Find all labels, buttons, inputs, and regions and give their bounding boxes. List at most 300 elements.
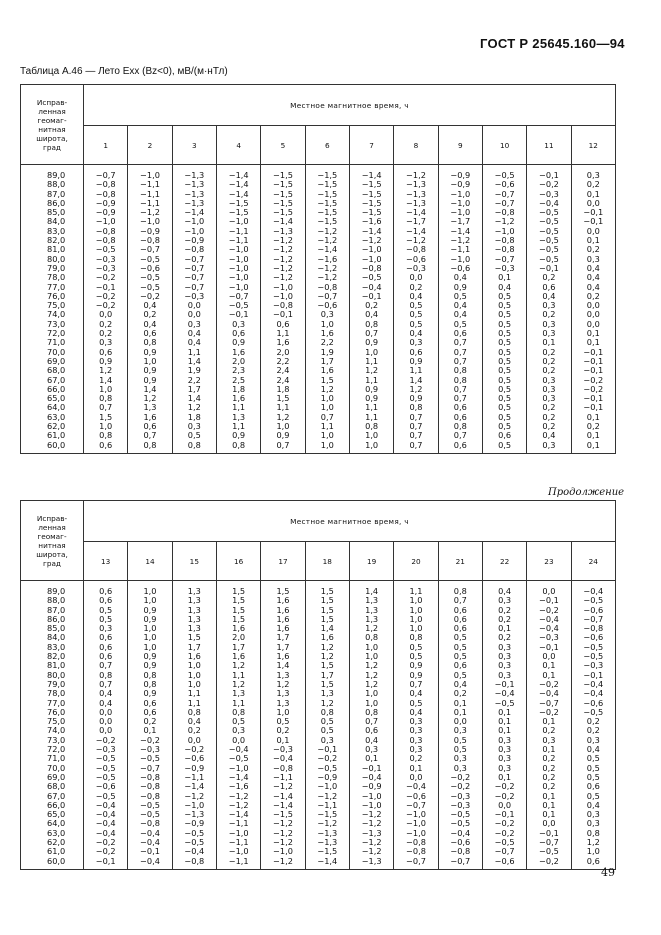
value-cell: 1,1 [349, 376, 393, 385]
value-cell: −0,3 [482, 264, 526, 273]
value-cell: −1,4 [261, 792, 305, 801]
value-cell: −1,5 [261, 165, 305, 181]
value-cell: −0,7 [216, 292, 260, 301]
value-cell: −0,5 [172, 829, 216, 838]
value-cell: 0,2 [261, 726, 305, 735]
value-cell: 0,6 [482, 431, 526, 440]
value-cell: 0,1 [527, 717, 571, 726]
value-cell: 1,0 [571, 847, 615, 856]
value-cell: −0,4 [128, 838, 172, 847]
latitude-cell: 87,0 [21, 606, 84, 615]
value-cell: −1,5 [349, 199, 393, 208]
latitude-cell: 60,0 [21, 441, 84, 454]
value-cell: −1,4 [216, 180, 260, 189]
value-cell: 1,3 [172, 596, 216, 605]
value-cell: −1,4 [216, 810, 260, 819]
value-cell: 1,3 [261, 671, 305, 680]
value-cell: 2,0 [216, 357, 260, 366]
page-number: 49 [601, 866, 615, 879]
value-cell: 1,2 [128, 394, 172, 403]
value-cell: −0,8 [172, 857, 216, 870]
hour-header: 2 [128, 126, 172, 165]
value-cell: 0,6 [438, 413, 482, 422]
value-cell: −1,0 [261, 283, 305, 292]
value-cell: 1,8 [261, 385, 305, 394]
value-cell: 0,2 [438, 689, 482, 698]
value-cell: −0,1 [305, 745, 349, 754]
value-cell: −0,7 [571, 615, 615, 624]
value-cell: 0,5 [571, 773, 615, 782]
latitude-cell: 74,0 [21, 726, 84, 735]
value-cell: −1,4 [172, 208, 216, 217]
value-cell: 0,1 [571, 329, 615, 338]
value-cell: 1,5 [216, 596, 260, 605]
value-cell: −1,0 [172, 801, 216, 810]
value-cell: −0,6 [571, 606, 615, 615]
value-cell: 1,6 [261, 615, 305, 624]
value-cell: 0,5 [261, 717, 305, 726]
value-cell: 0,1 [527, 338, 571, 347]
value-cell: −0,7 [305, 292, 349, 301]
value-cell: −0,2 [571, 385, 615, 394]
value-cell: −1,0 [216, 283, 260, 292]
latitude-column-header: Исправ- ленная геомаг- нитная широта, град [21, 501, 84, 581]
value-cell: 1,1 [172, 699, 216, 708]
value-cell: −0,2 [84, 847, 128, 856]
value-cell: −0,8 [172, 245, 216, 254]
value-cell: 0,7 [438, 338, 482, 347]
value-cell: 1,6 [261, 624, 305, 633]
value-cell: 1,0 [394, 596, 438, 605]
latitude-cell: 65,0 [21, 394, 84, 403]
value-cell: −0,6 [128, 264, 172, 273]
value-cell: −0,8 [482, 236, 526, 245]
value-cell: 0,2 [84, 329, 128, 338]
value-cell: 0,5 [84, 606, 128, 615]
value-cell: −0,4 [84, 801, 128, 810]
latitude-cell: 65,0 [21, 810, 84, 819]
value-cell: 0,6 [438, 329, 482, 338]
latitude-cell: 80,0 [21, 671, 84, 680]
value-cell: −0,1 [571, 403, 615, 412]
value-cell: 0,2 [394, 754, 438, 763]
latitude-cell: 69,0 [21, 773, 84, 782]
value-cell: 1,2 [172, 403, 216, 412]
value-cell: −0,1 [571, 671, 615, 680]
value-cell: 1,5 [216, 615, 260, 624]
value-cell: −1,0 [438, 255, 482, 264]
latitude-cell: 63,0 [21, 413, 84, 422]
latitude-cell: 61,0 [21, 431, 84, 440]
value-cell: −1,3 [172, 165, 216, 181]
value-cell: −0,6 [438, 838, 482, 847]
value-cell: −0,9 [438, 180, 482, 189]
value-cell: −0,4 [84, 810, 128, 819]
value-cell: −1,0 [216, 847, 260, 856]
value-cell: −1,0 [172, 217, 216, 226]
value-cell: 0,1 [482, 273, 526, 282]
value-cell: 1,6 [216, 652, 260, 661]
value-cell: 0,7 [349, 717, 393, 726]
value-cell: −0,9 [128, 227, 172, 236]
value-cell: −1,3 [172, 180, 216, 189]
value-cell: 0,8 [394, 633, 438, 642]
value-cell: −0,5 [216, 754, 260, 763]
table-row [21, 581, 616, 597]
value-cell: 2,2 [305, 338, 349, 347]
value-cell: −0,2 [527, 606, 571, 615]
value-cell: 0,5 [482, 366, 526, 375]
value-cell: −0,2 [482, 792, 526, 801]
value-cell: −0,4 [172, 847, 216, 856]
value-cell: −0,7 [172, 283, 216, 292]
value-cell: 0,6 [84, 441, 128, 454]
latitude-cell: 82,0 [21, 236, 84, 245]
value-cell: −0,4 [438, 829, 482, 838]
value-cell: 1,1 [172, 689, 216, 698]
value-cell: 0,5 [482, 441, 526, 454]
value-cell: −0,2 [84, 273, 128, 282]
value-cell: 1,6 [261, 652, 305, 661]
latitude-cell: 86,0 [21, 615, 84, 624]
value-cell: −0,2 [172, 745, 216, 754]
value-cell: 0,9 [128, 606, 172, 615]
value-cell: 1,6 [261, 338, 305, 347]
value-cell: 1,2 [394, 385, 438, 394]
value-cell: −0,5 [571, 596, 615, 605]
value-cell: 0,0 [527, 581, 571, 597]
value-cell: 0,3 [482, 596, 526, 605]
value-cell: 2,2 [172, 376, 216, 385]
value-cell: 0,8 [128, 441, 172, 454]
value-cell: 0,3 [84, 338, 128, 347]
value-cell: 1,6 [172, 652, 216, 661]
value-cell: 0,5 [571, 754, 615, 763]
value-cell: 0,6 [571, 857, 615, 870]
value-cell: −0,8 [261, 764, 305, 773]
value-cell: 0,2 [527, 754, 571, 763]
value-cell: −0,2 [482, 829, 526, 838]
value-cell: 0,8 [84, 431, 128, 440]
value-cell: 0,0 [216, 736, 260, 745]
value-cell: −0,7 [172, 273, 216, 282]
value-cell: 0,0 [571, 320, 615, 329]
value-cell: −0,1 [571, 348, 615, 357]
value-cell: 0,8 [571, 829, 615, 838]
value-cell: −0,5 [84, 792, 128, 801]
value-cell: 0,3 [482, 754, 526, 763]
value-cell: −1,3 [394, 180, 438, 189]
value-cell: 1,5 [305, 680, 349, 689]
value-cell: −0,2 [128, 736, 172, 745]
value-cell: −1,5 [261, 208, 305, 217]
value-cell: 0,2 [527, 366, 571, 375]
value-cell: −1,4 [261, 217, 305, 226]
latitude-cell: 87,0 [21, 190, 84, 199]
value-cell: 1,1 [349, 357, 393, 366]
value-cell: −1,2 [394, 165, 438, 181]
value-cell: −0,4 [216, 745, 260, 754]
value-cell: 1,0 [128, 596, 172, 605]
value-cell: 0,6 [128, 329, 172, 338]
latitude-cell: 75,0 [21, 301, 84, 310]
value-cell: −1,5 [349, 208, 393, 217]
value-cell: −0,8 [128, 792, 172, 801]
value-cell: −0,3 [438, 801, 482, 810]
value-cell: −0,8 [482, 245, 526, 254]
value-cell: −0,4 [349, 283, 393, 292]
value-cell: −1,5 [305, 165, 349, 181]
value-cell: 1,6 [128, 413, 172, 422]
value-cell: 0,8 [438, 422, 482, 431]
value-cell: −0,1 [261, 310, 305, 319]
value-cell: 0,5 [482, 422, 526, 431]
value-cell: 1,4 [349, 581, 393, 597]
value-cell: 0,4 [84, 689, 128, 698]
value-cell: −0,5 [527, 236, 571, 245]
value-cell: 0,6 [84, 348, 128, 357]
value-cell: 0,2 [482, 606, 526, 615]
value-cell: −0,5 [84, 764, 128, 773]
value-cell: 0,4 [571, 745, 615, 754]
value-cell: −1,5 [261, 810, 305, 819]
latitude-cell: 82,0 [21, 652, 84, 661]
value-cell: −0,2 [527, 708, 571, 717]
value-cell: −0,4 [527, 689, 571, 698]
value-cell: −0,9 [172, 819, 216, 828]
value-cell: 1,1 [216, 403, 260, 412]
value-cell: 1,1 [394, 366, 438, 375]
value-cell: −0,5 [84, 754, 128, 763]
value-cell: 0,5 [482, 385, 526, 394]
latitude-cell: 68,0 [21, 782, 84, 791]
value-cell: 0,3 [571, 736, 615, 745]
value-cell: −1,2 [261, 245, 305, 254]
value-cell: 0,7 [349, 329, 393, 338]
value-cell: −1,3 [305, 829, 349, 838]
value-cell: 1,0 [349, 689, 393, 698]
value-cell: −0,1 [527, 264, 571, 273]
value-cell: 1,6 [261, 606, 305, 615]
value-cell: −0,2 [482, 819, 526, 828]
value-cell: 0,1 [527, 661, 571, 670]
value-cell: 0,0 [84, 310, 128, 319]
value-cell: 0,3 [394, 745, 438, 754]
latitude-cell: 84,0 [21, 217, 84, 226]
value-cell: −0,2 [128, 292, 172, 301]
value-cell: −0,7 [482, 255, 526, 264]
value-cell: −0,5 [305, 764, 349, 773]
data-table-hours-1-12 [20, 84, 616, 454]
value-cell: 0,7 [394, 441, 438, 454]
value-cell: 0,9 [216, 431, 260, 440]
table-caption: Таблица А.46 — Лето Exx (Bz<0), мВ/(м·нТл) [20, 66, 228, 77]
value-cell: 0,0 [571, 301, 615, 310]
value-cell: −1,0 [216, 245, 260, 254]
value-cell: −0,8 [305, 283, 349, 292]
value-cell: 0,2 [527, 403, 571, 412]
value-cell: 1,2 [349, 366, 393, 375]
value-cell: −0,9 [172, 764, 216, 773]
value-cell: −1,2 [128, 208, 172, 217]
value-cell: −1,5 [305, 190, 349, 199]
value-cell: −0,7 [482, 199, 526, 208]
value-cell: 0,4 [128, 320, 172, 329]
value-cell: −0,4 [527, 615, 571, 624]
value-cell: 1,6 [261, 596, 305, 605]
value-cell: −1,4 [438, 227, 482, 236]
value-cell: 1,5 [172, 633, 216, 642]
latitude-cell: 76,0 [21, 708, 84, 717]
value-cell: 0,5 [172, 431, 216, 440]
value-cell: 0,7 [84, 403, 128, 412]
value-cell: −1,4 [172, 782, 216, 791]
value-cell: 0,3 [349, 745, 393, 754]
value-cell: −1,0 [349, 245, 393, 254]
value-cell: −1,5 [261, 180, 305, 189]
hour-header: 19 [349, 542, 393, 581]
value-cell: −0,4 [571, 581, 615, 597]
value-cell: −0,4 [527, 624, 571, 633]
value-cell: −1,0 [394, 810, 438, 819]
latitude-cell: 72,0 [21, 745, 84, 754]
value-cell: −1,2 [261, 236, 305, 245]
value-cell: 0,6 [394, 348, 438, 357]
value-cell: 1,6 [216, 394, 260, 403]
value-cell: −1,3 [349, 857, 393, 870]
value-cell: −1,2 [261, 838, 305, 847]
value-cell: −0,7 [394, 857, 438, 870]
hour-header: 8 [394, 126, 438, 165]
value-cell: 0,4 [571, 801, 615, 810]
value-cell: 1,0 [128, 624, 172, 633]
value-cell: 2,0 [216, 633, 260, 642]
value-cell: 0,7 [305, 413, 349, 422]
value-cell: 0,9 [438, 283, 482, 292]
value-cell: 1,3 [216, 689, 260, 698]
value-cell: 0,3 [394, 736, 438, 745]
value-cell: 1,8 [172, 413, 216, 422]
value-cell: −1,2 [261, 819, 305, 828]
value-cell: −0,3 [261, 745, 305, 754]
value-cell: 0,4 [438, 310, 482, 319]
value-cell: 0,3 [527, 301, 571, 310]
value-cell: −0,1 [571, 366, 615, 375]
value-cell: −0,5 [216, 301, 260, 310]
value-cell: 1,6 [305, 366, 349, 375]
value-cell: 0,2 [571, 292, 615, 301]
value-cell: 0,2 [128, 717, 172, 726]
value-cell: 0,5 [571, 792, 615, 801]
value-cell: 0,1 [482, 773, 526, 782]
value-cell: −1,3 [172, 810, 216, 819]
value-cell: 0,3 [216, 726, 260, 735]
hour-header: 23 [527, 542, 571, 581]
hour-header: 20 [394, 542, 438, 581]
value-cell: −1,2 [305, 264, 349, 273]
hour-header: 18 [305, 542, 349, 581]
value-cell: 0,7 [261, 441, 305, 454]
value-cell: 1,1 [261, 403, 305, 412]
latitude-cell: 89,0 [21, 581, 84, 597]
value-cell: 1,3 [305, 689, 349, 698]
value-cell: 0,8 [172, 708, 216, 717]
value-cell: 0,5 [394, 643, 438, 652]
value-cell: −1,2 [305, 227, 349, 236]
value-cell: −0,3 [172, 292, 216, 301]
hour-header: 9 [438, 126, 482, 165]
value-cell: −1,1 [128, 180, 172, 189]
value-cell: −0,3 [84, 745, 128, 754]
value-cell: 1,4 [172, 357, 216, 366]
local-time-header: Местное магнитное время, ч [84, 85, 616, 126]
hour-header: 22 [482, 542, 526, 581]
value-cell: −1,3 [394, 190, 438, 199]
value-cell: −1,5 [305, 208, 349, 217]
value-cell: −1,2 [261, 264, 305, 273]
value-cell: 1,0 [261, 708, 305, 717]
value-cell: 0,6 [571, 782, 615, 791]
value-cell: 0,3 [482, 652, 526, 661]
value-cell: −0,8 [571, 624, 615, 633]
value-cell: 0,6 [84, 633, 128, 642]
value-cell: 0,7 [394, 680, 438, 689]
value-cell: 0,9 [128, 615, 172, 624]
value-cell: −1,5 [305, 199, 349, 208]
value-cell: 0,2 [527, 726, 571, 735]
value-cell: 0,1 [394, 764, 438, 773]
latitude-cell: 62,0 [21, 422, 84, 431]
value-cell: −0,5 [349, 273, 393, 282]
value-cell: −0,6 [482, 857, 526, 870]
value-cell: −0,1 [527, 165, 571, 181]
value-cell: 0,7 [394, 413, 438, 422]
value-cell: −0,3 [527, 633, 571, 642]
value-cell: 0,7 [394, 422, 438, 431]
value-cell: 2,0 [261, 348, 305, 357]
value-cell: −0,4 [482, 689, 526, 698]
value-cell: 0,9 [349, 338, 393, 347]
value-cell: 0,4 [438, 301, 482, 310]
latitude-cell: 72,0 [21, 329, 84, 338]
value-cell: 0,4 [349, 310, 393, 319]
value-cell: −1,2 [349, 847, 393, 856]
value-cell: 0,3 [527, 376, 571, 385]
value-cell: 1,2 [216, 661, 260, 670]
value-cell: −0,8 [84, 180, 128, 189]
latitude-cell: 85,0 [21, 624, 84, 633]
value-cell: −0,8 [128, 819, 172, 828]
value-cell: 0,1 [438, 699, 482, 708]
value-cell: −0,3 [84, 255, 128, 264]
value-cell: −1,0 [172, 227, 216, 236]
value-cell: 0,2 [482, 633, 526, 642]
value-cell: 1,2 [349, 661, 393, 670]
value-cell: 0,5 [482, 357, 526, 366]
value-cell: 0,6 [84, 652, 128, 661]
value-cell: −1,0 [216, 273, 260, 282]
value-cell: −0,8 [394, 245, 438, 254]
value-cell: 0,3 [482, 661, 526, 670]
value-cell: −0,8 [128, 782, 172, 791]
value-cell: 0,9 [349, 385, 393, 394]
value-cell: 1,0 [349, 431, 393, 440]
hour-header: 4 [216, 126, 260, 165]
value-cell: −0,1 [482, 680, 526, 689]
value-cell: −0,5 [128, 754, 172, 763]
value-cell: −0,4 [394, 782, 438, 791]
table-row [21, 857, 616, 870]
